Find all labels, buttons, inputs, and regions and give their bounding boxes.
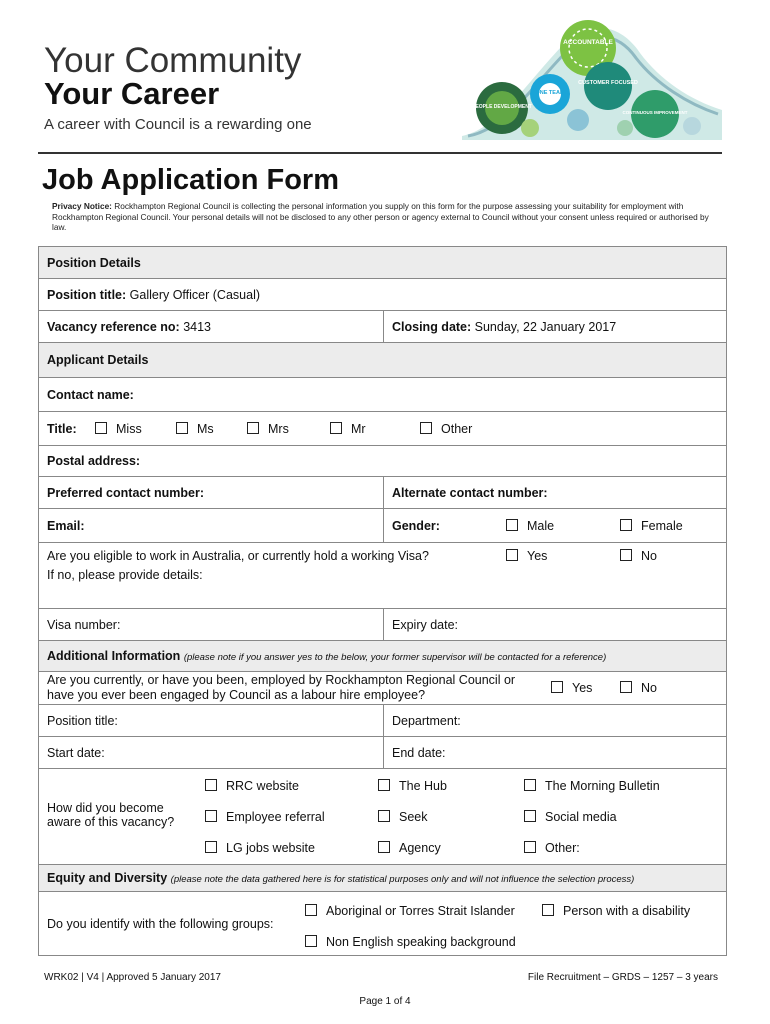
checkbox-icon[interactable] xyxy=(524,841,536,853)
additional-note: (please note if you answer yes to the below, your former supervisor will be contacted for a reference) xyxy=(183,652,607,663)
preferred-contact-field[interactable]: Preferred contact number: xyxy=(39,477,384,509)
source-agency[interactable]: Agency xyxy=(378,841,441,855)
checkbox-icon[interactable] xyxy=(378,810,390,822)
department-field[interactable]: Department: xyxy=(384,705,727,737)
previous-position-title-field[interactable]: Position title: xyxy=(39,705,384,737)
checkbox-icon[interactable] xyxy=(205,810,217,822)
eligibility-question: Are you eligible to work in Australia, or currently hold a working Visa? xyxy=(47,549,429,563)
expiry-date-field[interactable]: Expiry date: xyxy=(384,609,727,641)
position-title-label: Position title: xyxy=(47,287,127,302)
equity-note: (please note the data gathered here is for statistical purposes only and will not influence the selection process) xyxy=(170,874,635,885)
group-non-english-background[interactable]: Non English speaking background xyxy=(305,935,516,949)
end-date-field[interactable]: End date: xyxy=(384,737,727,769)
source-employee-referral[interactable]: Employee referral xyxy=(205,810,325,824)
vacancy-source-question: How did you become aware of this vacancy? xyxy=(47,801,175,829)
position-title-value: Gallery Officer (Casual) xyxy=(126,287,261,302)
closing-value: Sunday, 22 January 2017 xyxy=(471,319,617,334)
title-option-mr[interactable]: Mr xyxy=(330,422,366,436)
checkbox-icon[interactable] xyxy=(524,810,536,822)
equity-groups-row xyxy=(39,892,727,956)
logo-word-improvement: CONTINUOUS IMPROVEMENT xyxy=(622,110,688,115)
checkbox-icon[interactable] xyxy=(205,841,217,853)
form-title: Job Application Form xyxy=(42,164,339,196)
checkbox-icon[interactable] xyxy=(330,422,342,434)
gender-row xyxy=(384,509,727,543)
additional-heading: Additional Information xyxy=(47,649,181,663)
vacancy-source-row xyxy=(39,769,727,865)
position-title-field[interactable] xyxy=(39,279,727,311)
eligible-no-option[interactable]: No xyxy=(620,549,657,563)
gender-label: Gender: xyxy=(392,518,440,533)
gender-male-option[interactable]: Male xyxy=(506,519,554,533)
vacancy-label: Vacancy reference no: xyxy=(47,319,180,334)
privacy-text: Rockhampton Regional Council is collecting the personal information you supply on this form for the purpose assessing your suitability for employment with Rockhampton Regional Council. Your personal details will not be disclosed to any other person or agency external to Council without your consent unless required or authorised by law. xyxy=(52,201,709,232)
source-the-hub[interactable]: The Hub xyxy=(378,779,447,793)
section-applicant-details: Applicant Details xyxy=(39,343,727,378)
logo-word-customer: CUSTOMER FOCUSED xyxy=(578,80,638,86)
equity-question: Do you identify with the following groups: xyxy=(47,916,274,931)
title-option-mrs[interactable]: Mrs xyxy=(247,422,289,436)
checkbox-icon[interactable] xyxy=(305,904,317,916)
header-line-2: Your Career xyxy=(44,76,220,111)
checkbox-icon[interactable] xyxy=(176,422,188,434)
checkbox-icon[interactable] xyxy=(620,519,632,531)
logo-word-accountable: ACCOUNTABLE xyxy=(563,39,613,46)
previous-employment-question: Are you currently, or have you been, employed by Rockhampton Regional Council or have you ever been engaged by Council as a labour hire employee? xyxy=(47,673,516,702)
group-disability[interactable]: Person with a disability xyxy=(542,904,690,918)
source-morning-bulletin[interactable]: The Morning Bulletin xyxy=(524,779,660,793)
section-position-details: Position Details xyxy=(39,247,727,279)
previous-employment-yes-option[interactable]: Yes xyxy=(551,681,592,695)
gender-female-option[interactable]: Female xyxy=(620,519,683,533)
title-option-ms[interactable]: Ms xyxy=(176,422,214,436)
source-lg-jobs-website[interactable]: LG jobs website xyxy=(205,841,315,855)
checkbox-icon[interactable] xyxy=(305,935,317,947)
checkbox-icon[interactable] xyxy=(205,779,217,791)
closing-label: Closing date: xyxy=(392,319,472,334)
previous-employment-no-option[interactable]: No xyxy=(620,681,657,695)
checkbox-icon[interactable] xyxy=(378,779,390,791)
checkbox-icon[interactable] xyxy=(506,519,518,531)
checkbox-icon[interactable] xyxy=(247,422,259,434)
vacancy-reference-field[interactable] xyxy=(39,311,384,343)
privacy-label: Privacy Notice: xyxy=(52,201,112,211)
checkbox-icon[interactable] xyxy=(524,779,536,791)
source-social-media[interactable]: Social media xyxy=(524,810,617,824)
eligible-yes-option[interactable]: Yes xyxy=(506,549,547,563)
checkbox-icon[interactable] xyxy=(542,904,554,916)
contact-name-field[interactable]: Contact name: xyxy=(39,378,727,412)
section-equity-diversity xyxy=(39,865,727,892)
title-label: Title: xyxy=(47,421,77,436)
footer-file-reference: File Recruitment – GRDS – 1257 – 3 years xyxy=(527,972,718,983)
title-row xyxy=(39,412,727,446)
visa-number-field[interactable]: Visa number: xyxy=(39,609,384,641)
section-additional-information xyxy=(39,641,727,672)
footer-document-code: WRK02 | V4 | Approved 5 January 2017 xyxy=(44,972,221,983)
tagline: A career with Council is a rewarding one xyxy=(44,116,312,133)
checkbox-icon[interactable] xyxy=(420,422,432,434)
logo-word-team: ONE TEAM xyxy=(535,90,565,96)
title-option-miss[interactable]: Miss xyxy=(95,422,142,436)
source-other[interactable]: Other: xyxy=(524,841,580,855)
checkbox-icon[interactable] xyxy=(551,681,563,693)
checkbox-icon[interactable] xyxy=(95,422,107,434)
checkbox-icon[interactable] xyxy=(620,681,632,693)
privacy-notice xyxy=(52,201,712,233)
header-divider xyxy=(38,152,722,154)
closing-date-field[interactable] xyxy=(384,311,727,343)
postal-address-field[interactable]: Postal address: xyxy=(39,446,727,477)
source-rrc-website[interactable]: RRC website xyxy=(205,779,299,793)
checkbox-icon[interactable] xyxy=(378,841,390,853)
page-number: Page 1 of 4 xyxy=(359,996,411,1007)
title-option-other[interactable]: Other xyxy=(420,422,472,436)
previous-employment-row xyxy=(39,672,727,705)
group-aboriginal-torres-strait[interactable]: Aboriginal or Torres Strait Islander xyxy=(305,904,515,918)
logo-word-people: PEOPLE DEVELOPMENT xyxy=(472,104,532,110)
checkbox-icon[interactable] xyxy=(620,549,632,561)
council-values-logo xyxy=(460,18,725,146)
eligibility-details-label[interactable]: If no, please provide details: xyxy=(47,568,203,582)
email-field[interactable]: Email: xyxy=(39,509,384,543)
source-seek[interactable]: Seek xyxy=(378,810,428,824)
application-form-table xyxy=(38,246,727,956)
equity-heading: Equity and Diversity xyxy=(47,871,168,885)
start-date-field[interactable]: Start date: xyxy=(39,737,384,769)
work-eligibility-row xyxy=(39,543,727,609)
header-line-1: Your Community xyxy=(44,41,302,80)
checkbox-icon[interactable] xyxy=(506,549,518,561)
alternate-contact-field[interactable]: Alternate contact number: xyxy=(384,477,727,509)
vacancy-value: 3413 xyxy=(179,319,211,334)
